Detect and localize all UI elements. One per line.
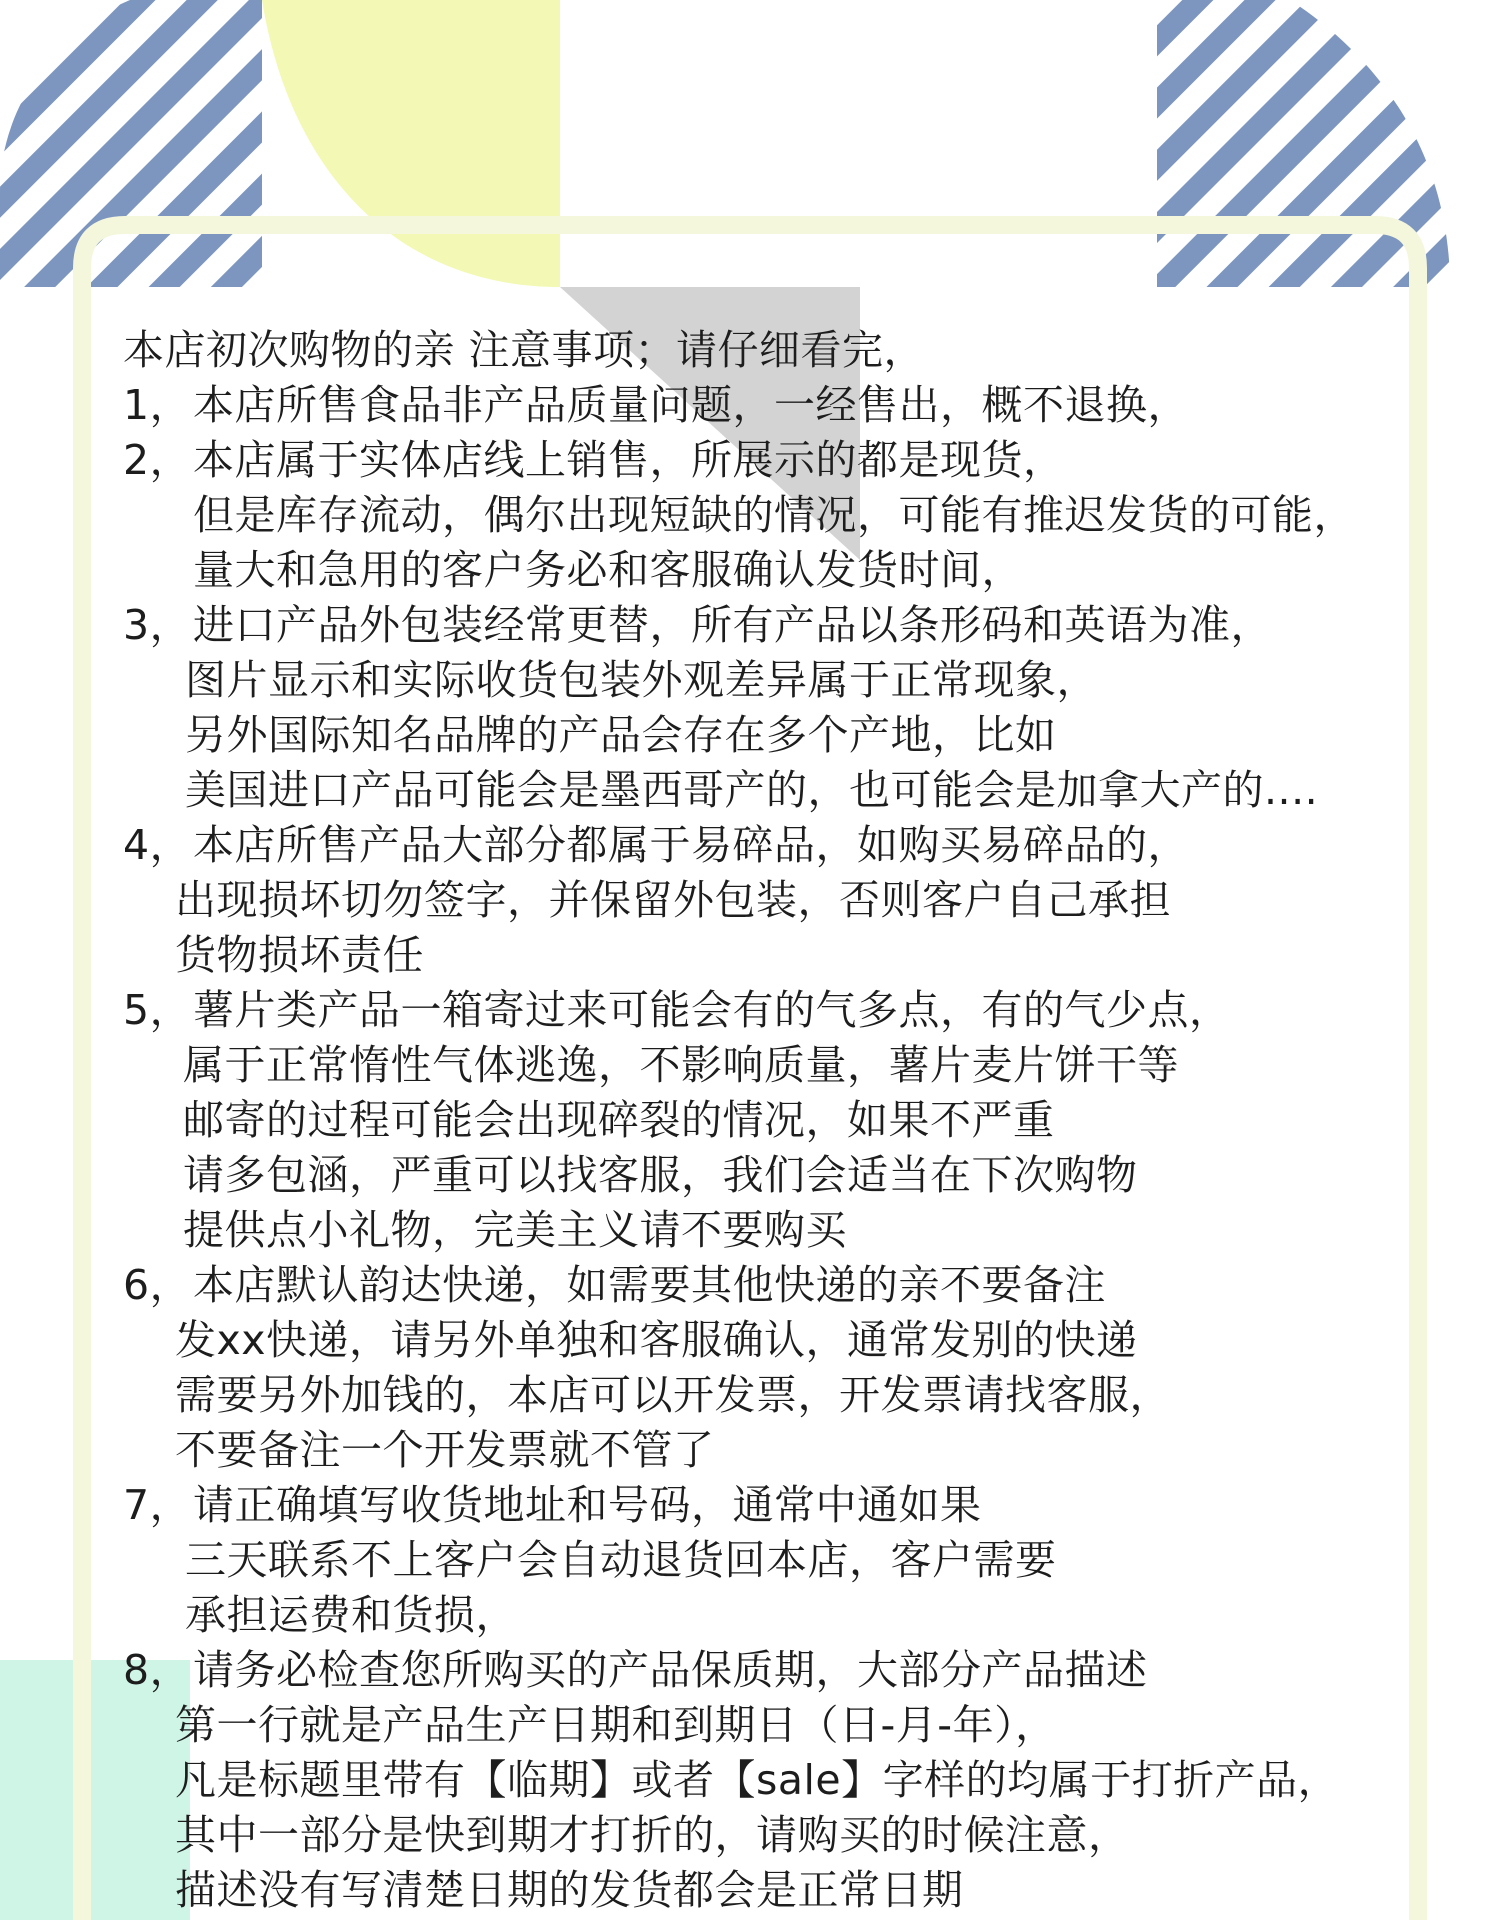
item-3-line-4: 美国进口产品可能会是墨西哥产的，也可能会是加拿大产的....: [185, 766, 1319, 814]
item-5-line-1: 薯片类产品一箱寄过来可能会有的气多点，有的气少点，: [193, 986, 1231, 1034]
item-1-number: 1，: [123, 381, 192, 429]
item-6-number: 6，: [123, 1261, 192, 1309]
item-5-line-3: 邮寄的过程可能会出现碎裂的情况，如果不严重: [183, 1096, 1055, 1144]
item-2-line-2: 但是库存流动，偶尔出现短缺的情况，可能有推迟发货的可能，: [193, 491, 1355, 539]
item-7-line-2: 三天联系不上客户会自动退货回本店，客户需要: [185, 1536, 1057, 1584]
item-8-line-2: 第一行就是产品生产日期和到期日（日-月-年），: [175, 1701, 1057, 1749]
item-4-number: 4，: [123, 821, 192, 869]
item-7-number: 7，: [123, 1481, 192, 1529]
item-5-line-4: 请多包涵，严重可以找客服，我们会适当在下次购物: [183, 1151, 1138, 1199]
item-6-line-3: 需要另外加钱的，本店可以开发票，开发票请找客服，: [175, 1371, 1171, 1419]
item-2-line-1: 本店属于实体店线上销售，所展示的都是现货，: [193, 436, 1065, 484]
item-6-line-4: 不要备注一个开发票就不管了: [175, 1426, 715, 1474]
item-7-line-1: 请正确填写收货地址和号码，通常中通如果: [193, 1481, 982, 1529]
item-4-line-1: 本店所售产品大部分都属于易碎品，如购买易碎品的，: [193, 821, 1189, 869]
item-3-line-1: 进口产品外包装经常更替，所有产品以条形码和英语为准，: [193, 601, 1272, 649]
item-3-line-3: 另外国际知名品牌的产品会存在多个产地，比如: [185, 711, 1057, 759]
item-3-line-2: 图片显示和实际收货包装外观差异属于正常现象，: [185, 656, 1098, 704]
item-6-line-1: 本店默认韵达快递，如需要其他快递的亲不要备注: [193, 1261, 1106, 1309]
item-8-line-4: 其中一部分是快到期才打折的，请购买的时候注意，: [175, 1811, 1130, 1859]
item-4-line-3: 货物损坏责任: [175, 931, 424, 979]
item-8-line-5: 描述没有写清楚日期的发货都会是正常日期: [175, 1866, 964, 1914]
item-5-number: 5，: [123, 986, 192, 1034]
item-3-number: 3，: [123, 601, 192, 649]
notice-heading: 本店初次购物的亲 注意事项；请仔细看完，: [123, 326, 926, 374]
item-8-line-1: 请务必检查您所购买的产品保质期，大部分产品描述: [193, 1646, 1148, 1694]
item-2-number: 2，: [123, 436, 192, 484]
item-7-line-3: 承担运费和货损，: [185, 1591, 517, 1639]
item-1-line-1: 本店所售食品非产品质量问题，一经售出，概不退换，: [193, 381, 1189, 429]
item-5-line-5: 提供点小礼物，完美主义请不要购买: [183, 1206, 847, 1254]
item-2-line-3: 量大和急用的客户务必和客服确认发货时间，: [193, 546, 1023, 594]
item-4-line-2: 出现损坏切勿签字，并保留外包装，否则客户自己承担: [175, 876, 1171, 924]
item-5-line-2: 属于正常惰性气体逃逸，不影响质量，薯片麦片饼干等: [183, 1041, 1179, 1089]
item-8-line-3: 凡是标题里带有【临期】或者【sale】字样的均属于打折产品，: [175, 1756, 1340, 1804]
item-8-number: 8，: [123, 1646, 192, 1694]
item-6-line-2: 发xx快递，请另外单独和客服确认，通常发别的快递: [175, 1316, 1138, 1364]
